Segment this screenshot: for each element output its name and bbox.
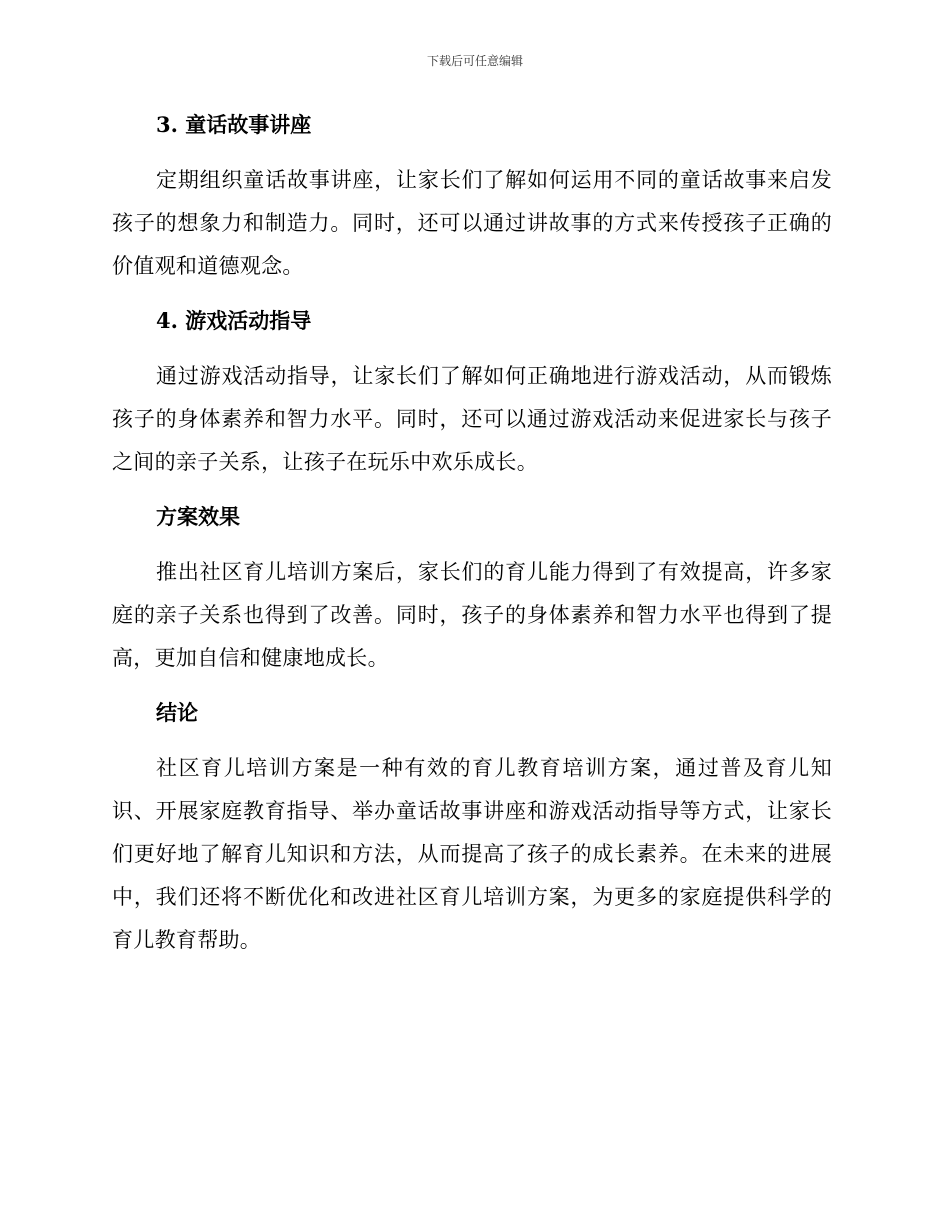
section-paragraph-conclusion: 社区育儿培训方案是一种有效的育儿教育培训方案，通过普及育儿知识、开展家庭教育指导、举办童话故事讲座和游戏活动指导等方式，让家长们更好地了解育儿知识和方法，从而提高了孩子的成长素养。在未来的进展中，我们还将不断优化和改进社区育儿培训方案，为更多的家庭提供科学的育儿教育帮助。	[112, 756, 832, 952]
section-paragraph-game-guidance: 通过游戏活动指导，让家长们了解如何正确地进行游戏活动，从而锻炼孩子的身体素养和智力水平。同时，还可以通过游戏活动来促进家长与孩子之间的亲子关系，让孩子在玩乐中欢乐成长。	[112, 364, 832, 474]
page-header: 下载后可任意编辑	[426, 54, 523, 68]
section-heading-game-guidance: 4. 游戏活动指导	[156, 308, 312, 333]
document-body	[112, 110, 832, 980]
section-heading-plan-effect: 方案效果	[156, 504, 240, 529]
section-paragraph-plan-effect: 推出社区育儿培训方案后，家长们的育儿能力得到了有效提高，许多家庭的亲子关系也得到了改善。同时，孩子的身体素养和智力水平也得到了提高，更加自信和健康地成长。	[112, 560, 832, 670]
section-heading-conclusion: 结论	[156, 700, 198, 725]
section-paragraph-fairy-tale-lecture: 定期组织童话故事讲座，让家长们了解如何运用不同的童话故事来启发孩子的想象力和制造力。同时，还可以通过讲故事的方式来传授孩子正确的价值观和道德观念。	[112, 168, 832, 278]
section-heading-fairy-tale-lecture: 3. 童话故事讲座	[156, 112, 312, 137]
